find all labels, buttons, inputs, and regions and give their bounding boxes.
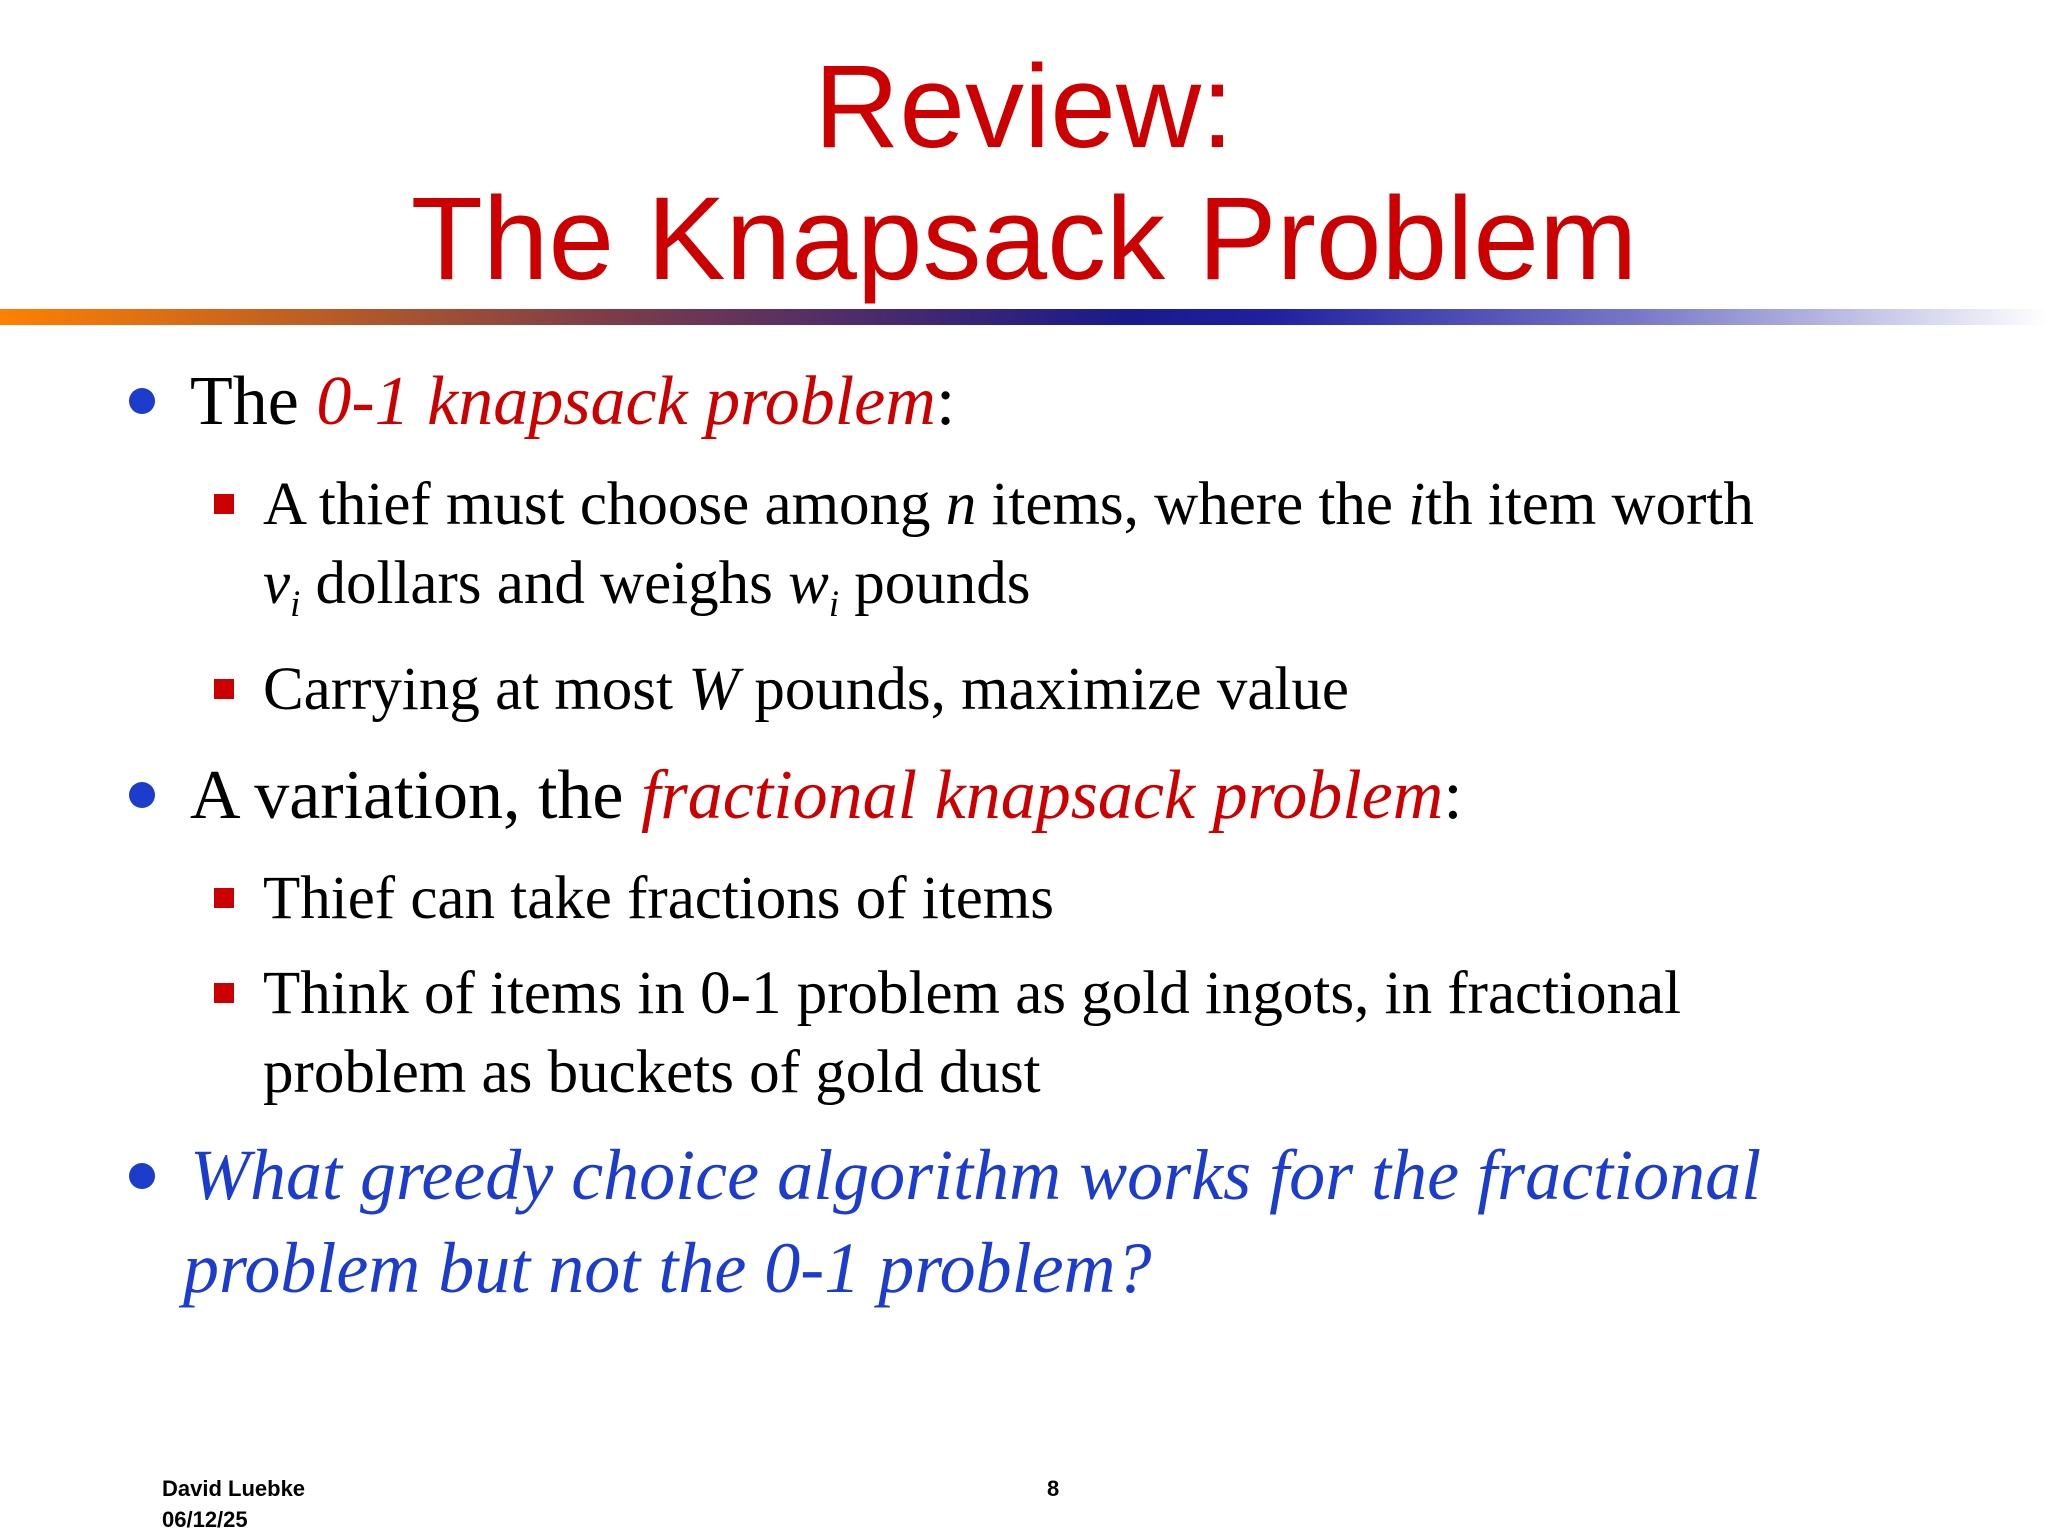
bullet-1-suffix: : (935, 363, 956, 440)
variable-i: i (1408, 471, 1426, 538)
variable-w: w (788, 550, 829, 617)
bullet-dot-icon (129, 1163, 155, 1189)
page-number: 8 (1047, 1476, 1060, 1501)
bullet-3-question-line-1: What greedy choice algorithm works for the fractional (190, 1135, 1762, 1215)
variable-v: v (263, 550, 291, 617)
sub-bullet-square-icon (214, 494, 234, 514)
title-divider (0, 309, 2048, 325)
bullet-1-term: 0-1 knapsack problem (316, 363, 936, 440)
text-span: A thief must choose among (263, 471, 946, 538)
bullet-3-question-line-2: problem but not the 0-1 problem? (183, 1228, 1152, 1308)
text-span: pounds (839, 550, 1031, 617)
text-span: items, where the (976, 471, 1409, 538)
bullet-2-term: fractional knapsack problem (641, 757, 1444, 834)
bullet-1-sub-2 (263, 655, 1349, 725)
variable-n: n (945, 471, 977, 538)
subscript-i: i (828, 582, 840, 624)
footer-date: 06/12/25 (162, 1507, 248, 1532)
text-span: pounds, maximize value (739, 656, 1349, 723)
text-span: dollars and weighs (300, 550, 789, 617)
text-span: th item worth (1425, 471, 1754, 538)
bullet-2-suffix: : (1443, 757, 1463, 834)
sub-bullet-square-icon (214, 888, 234, 908)
text-span: Carrying at most (263, 656, 689, 723)
bullet-2-sub-2-line-1: Think of items in 0-1 problem as gold ingots, in fractional (263, 960, 1682, 1027)
bullet-1-sub-1-line-1 (263, 470, 1754, 540)
bullet-1-prefix: The (190, 363, 317, 440)
bullet-2-sub-2-line-2: problem as buckets of gold dust (263, 1039, 1041, 1106)
bullet-2-sub-1: Thief can take fractions of items (263, 865, 1054, 932)
variable-W: W (688, 656, 740, 723)
subscript-i: i (290, 582, 301, 624)
sub-bullet-square-icon (214, 983, 234, 1003)
bullet-dot-icon (129, 388, 155, 414)
sub-bullet-square-icon (214, 679, 234, 699)
footer-author: David Luebke (162, 1476, 306, 1501)
bullet-2-prefix: A variation, the (190, 757, 642, 834)
slide-title-line-1: Review: (814, 41, 1234, 173)
bullet-2-text (190, 756, 1463, 836)
bullet-1-sub-1-line-2 (263, 549, 1031, 639)
slide-title-line-2: The Knapsack Problem (410, 173, 1638, 305)
bullet-dot-icon (129, 782, 155, 808)
bullet-1-text (190, 362, 955, 442)
